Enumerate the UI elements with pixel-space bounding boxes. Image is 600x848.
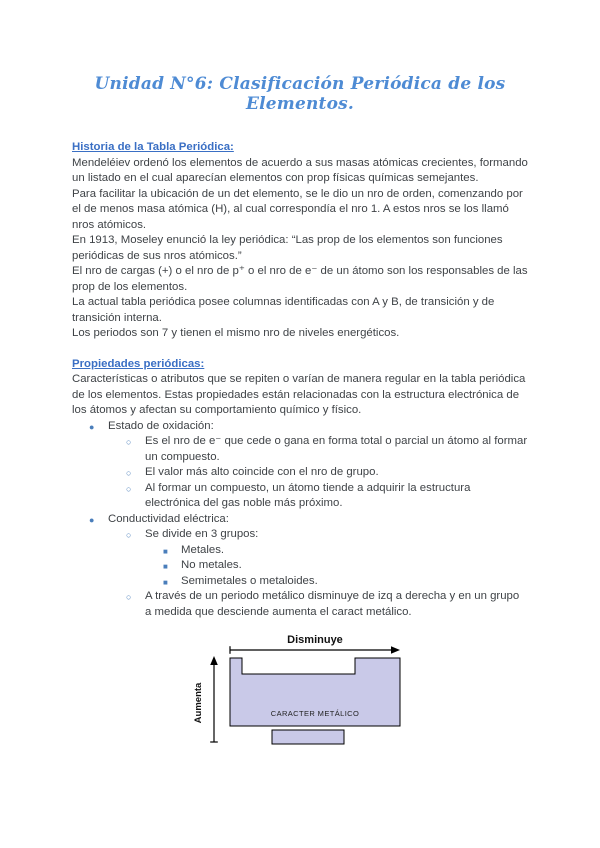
list-item: [72, 419, 528, 435]
bullet-filled-circle-icon: ●: [89, 421, 95, 432]
diagram-top-label: Disminuye: [287, 634, 343, 646]
section-heading-propiedades: Propiedades periódicas:: [72, 357, 205, 370]
metallic-character-diagram: [192, 632, 408, 752]
paragraph: La actual tabla periódica posee columnas identificadas con A y B, de transición y de transición interna.: [72, 296, 495, 324]
list-item-text: Al formar un compuesto, un átomo tiende a adquirir la estructura electrónica del gas noble más próximo.: [145, 481, 471, 509]
bullet-open-circle-icon: ○: [126, 530, 132, 540]
bullet-open-circle-icon: ○: [126, 468, 132, 478]
list-item-text: El valor más alto coincide con el nro de grupo.: [145, 466, 379, 478]
list-item: [72, 465, 528, 481]
bullet-square-icon: ■: [163, 546, 168, 556]
list-item-text: Semimetales o metaloides.: [181, 574, 318, 587]
section-spacer: [72, 342, 528, 357]
list-item: [72, 434, 528, 465]
section-heading-historia: Historia de la Tabla Periódica:: [72, 141, 234, 153]
bullet-square-icon: ■: [163, 577, 168, 587]
paragraph: Para facilitar la ubicación de un det elemento, se le dio un nro de orden, comenzando por el de menos masa atómica (H), al cual correspondía el nro 1. A estos nros se los llamó nros atómicos.: [72, 187, 523, 231]
list-item-text: Metales.: [181, 543, 225, 556]
list-item-text: A través de un periodo metálico disminuye de izq a derecha y en un grupo a medida que desciende aumenta el caract metálico.: [145, 590, 520, 618]
bullet-square-icon: ■: [163, 562, 168, 571]
list-item-text: Estado de oxidación:: [108, 419, 214, 432]
paragraph: Características o atributos que se repiten o varían de manera regular en la tabla periódica de los elementos. Estas propiedades están relacionadas con la estructura electrónica de los átomos y afectan su comportamiento químico y físico.: [72, 373, 526, 416]
paragraph: El nro de cargas (+) o el nro de p⁺ o el nro de e⁻ de un átomo son los responsables de las prop de los elementos.: [72, 265, 528, 293]
f-block-rect: [272, 730, 344, 744]
bullet-open-circle-icon: ○: [126, 437, 132, 447]
right-arrowhead-icon: [391, 646, 400, 654]
diagram-left-label: Aumenta: [193, 682, 204, 724]
diagram-shape-label: CARACTER METÁLICO: [270, 709, 360, 718]
list-item-text: Conductividad eléctrica:: [108, 512, 229, 525]
diagram-container: [72, 632, 528, 752]
list-item-text: Es el nro de e⁻ que cede o gana en forma total o parcial un átomo al formar un compuesto.: [145, 435, 528, 463]
page-title: Unidad N°6: Clasificación Periódica de los Elementos.: [94, 74, 506, 114]
list-item: [72, 589, 528, 620]
up-arrowhead-icon: [210, 656, 218, 665]
bullet-filled-circle-icon: ●: [89, 514, 95, 525]
paragraph: Los periodos son 7 y tienen el mismo nro de niveles energéticos.: [72, 327, 400, 339]
list-item: [72, 574, 528, 590]
bullet-open-circle-icon: ○: [126, 483, 132, 494]
list-item: [72, 558, 528, 574]
list-item: [72, 512, 528, 528]
paragraph: En 1913, Moseley enunció la ley periódica: “Las prop de los elementos son funciones periódicas de sus nros atómicos.”: [72, 234, 503, 262]
list-item: [72, 543, 528, 559]
bullet-open-circle-icon: ○: [126, 592, 132, 602]
list-item-text: No metales.: [181, 559, 242, 571]
paragraph: Mendeléiev ordenó los elementos de acuerdo a sus masas atómicas crecientes, formando un listado en el cual aparecían elementos con prop físicas químicas semejantes.: [72, 156, 528, 184]
list-item-text: Se divide en 3 grupos:: [145, 528, 259, 540]
list-item: [72, 527, 528, 543]
list-item: [72, 481, 528, 512]
